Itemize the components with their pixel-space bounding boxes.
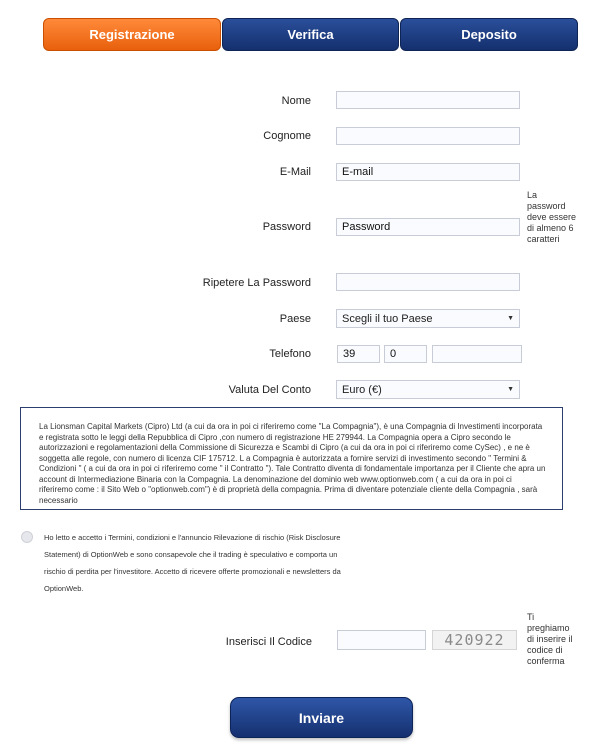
submit-button[interactable]: Inviare <box>230 697 413 738</box>
valuta-select[interactable] <box>336 380 520 399</box>
password-note: La password deve essere di almeno 6 caratteri <box>527 190 577 244</box>
password-field[interactable] <box>336 218 520 236</box>
email-label: E-Mail <box>279 166 311 178</box>
step-verifica[interactable]: Verifica <box>222 18 399 51</box>
nome-label: Nome <box>281 95 311 107</box>
telefono-prefix-field[interactable] <box>337 345 380 363</box>
captcha-image: 420922 <box>432 630 517 650</box>
step-deposito[interactable]: Deposito <box>400 18 578 51</box>
valuta-value: Euro (€) <box>342 383 382 396</box>
repeat-password-label: Ripetere La Password <box>202 277 311 289</box>
paese-label: Paese <box>279 313 311 325</box>
step-registrazione[interactable]: Registrazione <box>43 18 221 51</box>
email-field[interactable] <box>336 163 520 181</box>
captcha-note: Ti preghiamo di inserire il codice di conferma <box>527 612 573 666</box>
captcha-label: Inserisci Il Codice <box>225 636 312 648</box>
paese-select[interactable] <box>336 309 520 328</box>
repeat-password-field[interactable] <box>336 273 520 291</box>
accept-checkbox[interactable] <box>21 531 33 543</box>
password-label: Password <box>262 221 311 233</box>
telefono-label: Telefono <box>269 348 311 360</box>
nome-field[interactable] <box>336 91 520 109</box>
terms-text: La Lionsman Capital Markets (Cipro) Ltd (a cui da ora in poi ci riferiremo come "La Compagnia"), è una Compagnia di Investimenti incorporata e registrata sotto le leggi della Repubblica di Cipro ,con numero di registrazione HE 279944. La Compagnia opera a Cipro secondo le autorizzazioni e regolamentazioni della Commissione di Sicurezza e Scambi di Cipro (a cui da ora in poi ci riferiremo come CySec) , e ne è soggetta alle regole, con numero di licenza CIF 175712. L a Compagnia è autorizzata a fornire servizi di investimento secondo " Termini & Condizioni " ( a cui da ora in poi ci riferiremo come " il Contratto "). Tale Contratto diventa di fondamentale importanza per il Cliente che apra un account di Intermediazione Binaria con la Compagnia. La denominazione del dominio web www.optionweb.com ( a cui da ora in poi ci riferiremo come : il Sito Web o "optionweb.com") è di proprietà della compagnia. Prima di diventare potenziale cliente della Compagnia , sarà necessario <box>39 422 546 505</box>
chevron-down-icon: ▼ <box>507 315 514 322</box>
telefono-number-field[interactable] <box>432 345 522 363</box>
telefono-area-field[interactable] <box>384 345 427 363</box>
terms-box[interactable] <box>20 407 563 510</box>
captcha-field[interactable] <box>337 630 426 650</box>
paese-value: Scegli il tuo Paese <box>342 312 433 325</box>
accept-text: Ho letto e accetto i Termini, condizioni e l'annuncio Rilevazione di rischio (Risk Disclosure Statement) di OptionWeb e sono consapevole che il trading è speculativo e comporta un rischio di perdita per l'investitore. Accetto di ricevere offerte promozionali e newsletters da OptionWeb. <box>44 533 341 593</box>
chevron-down-icon: ▼ <box>507 386 514 393</box>
valuta-label: Valuta Del Conto <box>228 384 311 396</box>
cognome-label: Cognome <box>263 130 311 142</box>
cognome-field[interactable] <box>336 127 520 145</box>
